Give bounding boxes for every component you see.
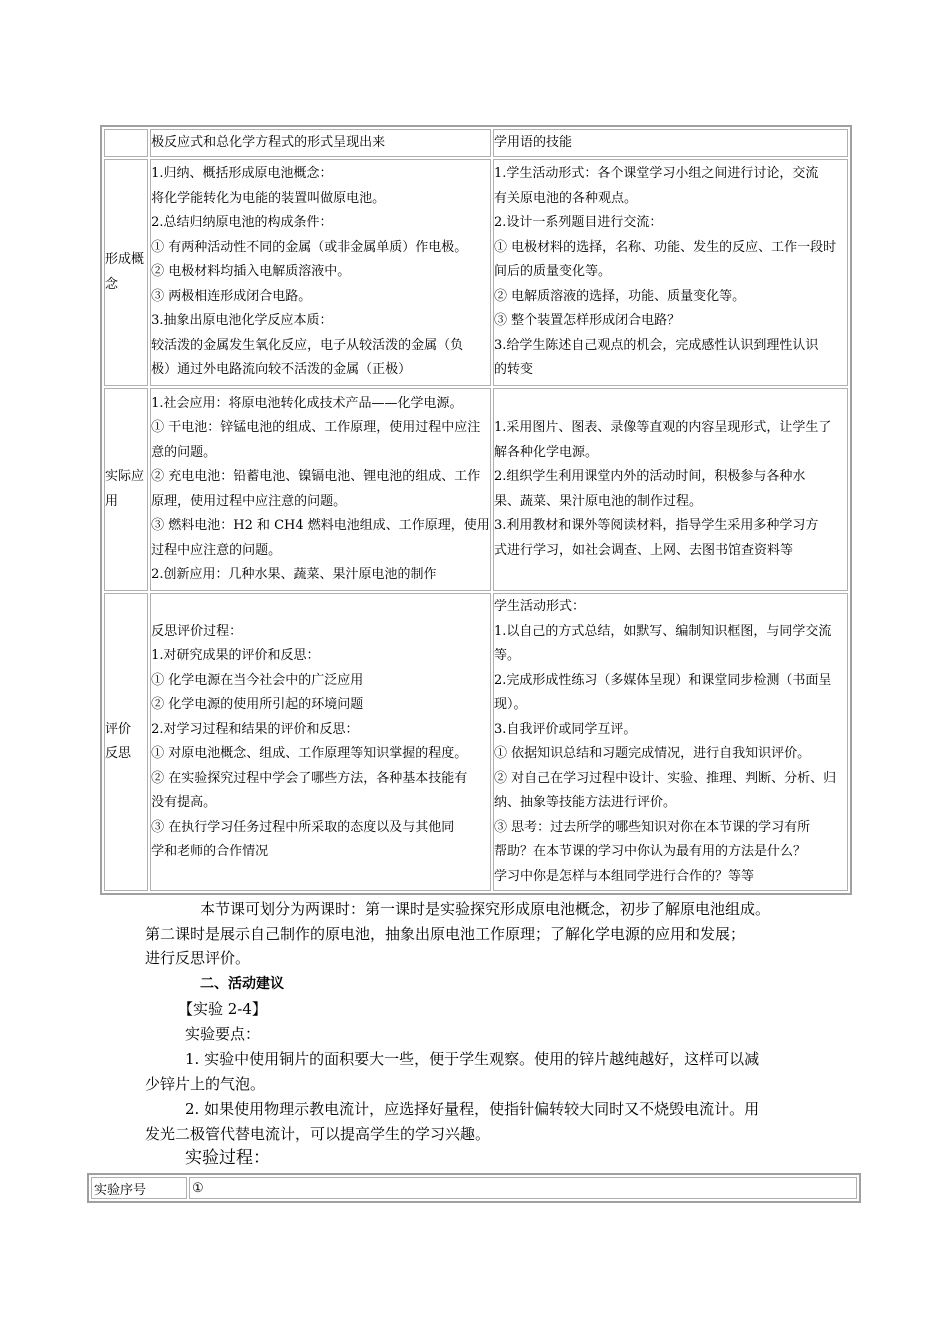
row-label: 评价 反思 xyxy=(104,593,148,891)
point-1-line-1: 1. 实验中使用铜片的面积要大一些，便于学生观察。使用的锌片越纯越好，这样可以减 xyxy=(185,1050,760,1068)
activity-cell: 1.采用图片、图表、录像等直观的内容呈现形式，让学生了 解各种化学电源。 2.组织学生利用课堂内外的活动时间，积极参与各种水 果、蔬菜、果汁原电池的制作过程。 3.利用教材和课外等阅读材料，指导学生采用多种学习方 式进行学习，如社会调查、上网、去图书馆查资料等 xyxy=(493,388,848,591)
activity-cell: 1.学生活动形式：各个课堂学习小组之间进行讨论，交流 有关原电池的各种观点。 2.设计一系列题目进行交流： ① 电极材料的选择，名称、功能、发生的反应、工作一段时 间后的质量变化等。 ② 电解质溶液的选择，功能、质量变化等。 ③ 整个装置怎样形成闭合电路？ 3.给学生陈述自己观点的机会，完成感性认识到理性认识 的转变 xyxy=(493,159,848,386)
content-cell: 1.社会应用：将原电池转化成技术产品——化学电源。 ① 干电池：锌锰电池的组成、工作原理，使用过程中应注 意的问题。 ② 充电电池：铅蓄电池、镍镉电池、锂电池的组成、工作 原理，使用过程中应注意的问题。 ③ 燃料电池：H2 和 CH4 燃料电池组成、工作原理，使用 过程中应注意的问题。 2.创新应用：几种水果、蔬菜、果汁原电池的制作 xyxy=(150,388,491,591)
experiment-title: 【实验 2-4】 xyxy=(178,1000,267,1018)
activity-cell: 学生活动形式： 1.以自己的方式总结，如默写、编制知识框图，与同学交流 等。 2.完成形成性练习（多媒体呈现）和课堂同步检测（书面呈 现）。 3.自我评价或同学互评。 ① 依据知识总结和习题完成情况，进行自我知识评价。 ② 对自己在学习过程中设计、实验、推理、判断、分析、归 纳、抽象等技能方法进行评价。 ③ 思考：过去所学的哪些知识对你在本节课的学习有所 帮助？在本节课的学习中你认为最有用的方法是什么？ 学习中你是怎样与本组同学进行合作的？等等 xyxy=(493,593,848,891)
table-row-concept xyxy=(104,159,848,386)
content-cell: 反思评价过程： 1.对研究成果的评价和反思： ① 化学电源在当今社会中的广泛应用 ② 化学电源的使用所引起的环境问题 2.对学习过程和结果的评价和反思： ① 对原电池概念、组成、工作原理等知识掌握的程度。 ② 在实验探究过程中学会了哪些方法，各种基本技能有 没有提高。 ③ 在执行学习任务过程中所采取的态度以及与其他同 学和老师的合作情况 xyxy=(150,593,491,891)
table-row xyxy=(91,1177,857,1199)
experiment-points-heading: 实验要点： xyxy=(185,1025,261,1043)
experiment-number-label: 实验序号 xyxy=(91,1177,187,1199)
point-2-line-2: 发光二极管代替电流计，可以提高学生的学习兴趣。 xyxy=(145,1125,491,1143)
paragraph-2: 第二课时是展示自己制作的原电池，抽象出原电池工作原理；了解化学电源的应用和发展； xyxy=(145,925,746,943)
experiment-table xyxy=(87,1173,861,1203)
row-label: 实际应 用 xyxy=(104,388,148,591)
table-row-reflection xyxy=(104,593,848,891)
top-right-cell: 学用语的技能 xyxy=(493,129,848,157)
experiment-number-value: ① xyxy=(189,1177,857,1199)
content-cell: 1.归纳、概括形成原电池概念： 将化学能转化为电能的装置叫做原电池。 2.总结归纳原电池的构成条件： ① 有两种活动性不同的金属（或非金属单质）作电极。 ② 电极材料均插入电解质溶液中。 ③ 两极相连形成闭合电路。 3.抽象出原电池化学反应本质： 较活泼的金属发生氧化反应，电子从较活泼的金属（负 极）通过外电路流向较不活泼的金属（正极） xyxy=(150,159,491,386)
top-left-cell: 极反应式和总化学方程式的形式呈现出来 xyxy=(150,129,491,157)
table-row-top xyxy=(104,129,848,157)
point-2-line-1: 2. 如果使用物理示教电流计，应选择好量程，使指针偏转较大同时又不烧毁电流计。用 xyxy=(185,1100,760,1118)
paragraph-1: 本节课可划分为两课时：第一课时是实验探究形成原电池概念，初步了解原电池组成。 xyxy=(200,900,771,918)
empty-cell xyxy=(104,129,148,157)
section-heading: 二、活动建议 xyxy=(200,976,284,992)
lesson-table xyxy=(100,125,852,895)
experiment-process-heading: 实验过程： xyxy=(185,1148,270,1168)
point-1-line-2: 少锌片上的气泡。 xyxy=(145,1075,266,1093)
table-row-application xyxy=(104,388,848,591)
row-label: 形成概 念 xyxy=(104,159,148,386)
paragraph-3: 进行反思评价。 xyxy=(145,949,251,967)
